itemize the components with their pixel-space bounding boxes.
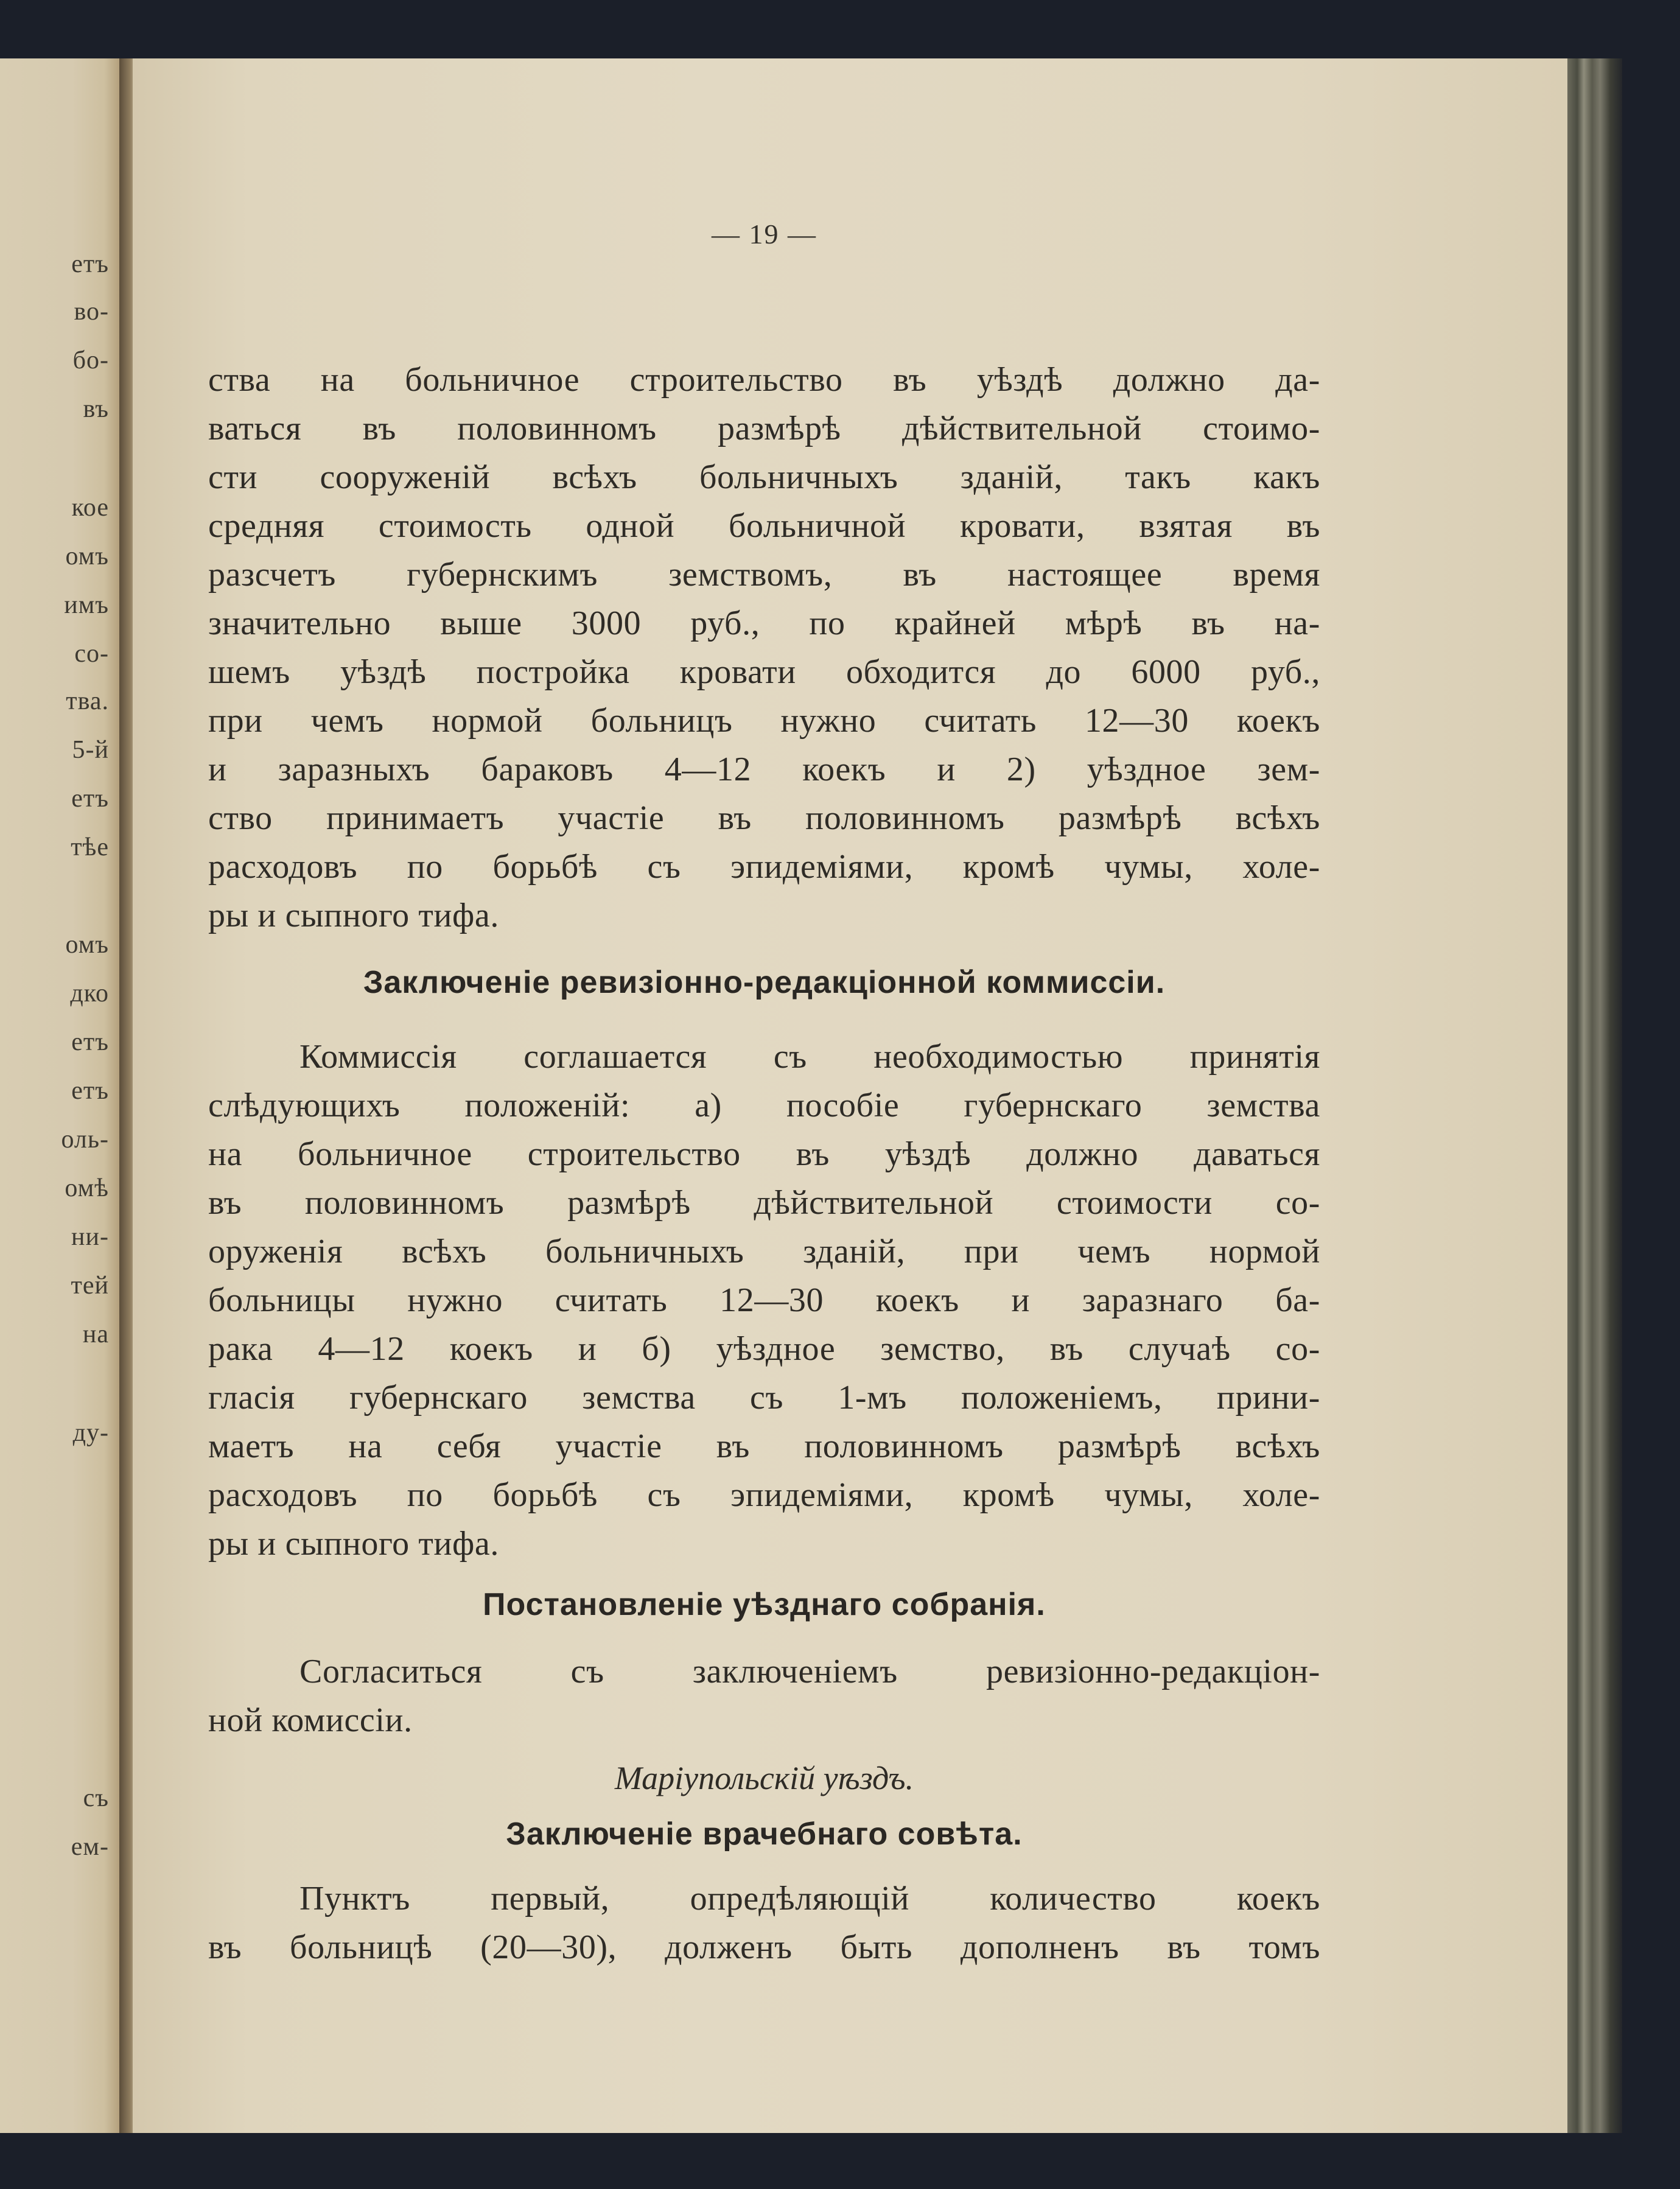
text-line: гласія губернскаго земства съ 1-мъ положеніемъ, прини- [208, 1379, 1320, 1417]
previous-page-text-fragment: етъ [71, 1028, 109, 1056]
page-stack-edge [1567, 58, 1622, 2133]
text-line: больницы нужно считать 12—30 коекъ и заразнаго ба- [208, 1281, 1320, 1319]
text-line: маетъ на себя участіе въ половинномъ размѣрѣ всѣхъ [208, 1427, 1320, 1465]
text-line: въ больницѣ (20—30), долженъ быть дополненъ въ томъ [208, 1928, 1320, 1966]
page-number: — 19 — [712, 219, 817, 250]
text-line: Согласиться съ заключеніемъ ревизіонно-редакціон- [299, 1653, 1320, 1690]
previous-page-text-fragment: тей [71, 1272, 109, 1300]
text-line: на больничное строительство въ уѣздѣ должно даваться [208, 1135, 1320, 1173]
section-heading: Заключеніе ревизіонно-редакціонной коммиссіи. [363, 965, 1166, 1000]
previous-page-text-fragment: оль- [61, 1126, 109, 1154]
previous-page-text-fragment: тва. [66, 687, 109, 715]
previous-page-text-fragment: етъ [71, 1077, 109, 1105]
text-line: расходовъ по борьбѣ съ эпидеміями, кромѣ чумы, холе- [208, 848, 1320, 886]
text-line: ры и сыпного тифа. [208, 1525, 499, 1563]
previous-page-text-fragment: омѣ [65, 1174, 109, 1202]
text-line: ваться въ половинномъ размѣрѣ дѣйствительной стоимо- [208, 410, 1320, 447]
previous-page-text-fragment: кое [71, 494, 109, 522]
text-line: въ половинномъ размѣрѣ дѣйствительной стоимости со- [208, 1184, 1320, 1222]
text-line: ство принимаетъ участіе въ половинномъ размѣрѣ всѣхъ [208, 799, 1320, 837]
text-line: ной комиссіи. [208, 1701, 413, 1739]
previous-page-text-fragment: бо- [72, 346, 109, 374]
text-line: значительно выше 3000 руб., по крайней мѣрѣ въ на- [208, 604, 1320, 642]
previous-page-text-fragment: со- [74, 640, 109, 668]
text-line: расходовъ по борьбѣ съ эпидеміями, кромѣ чумы, холе- [208, 1476, 1320, 1514]
previous-page-text-fragment: ем- [71, 1833, 109, 1861]
text-line: сти сооруженій всѣхъ больничныхъ зданій, такъ какъ [208, 458, 1320, 496]
text-line: и заразныхъ бараковъ 4—12 коекъ и 2) уѣздное зем- [208, 751, 1320, 788]
previous-page-text-fragment: ду- [72, 1419, 109, 1447]
text-line: рака 4—12 коекъ и б) уѣздное земство, въ случаѣ со- [208, 1330, 1320, 1368]
district-title: Маріупольскій уѣздъ. [614, 1760, 914, 1796]
text-line: Пунктъ первый, опредѣляющій количество коекъ [299, 1880, 1320, 1918]
text-line: оруженія всѣхъ больничныхъ зданій, при чемъ нормой [208, 1233, 1320, 1270]
book-page [133, 58, 1567, 2133]
previous-page-text-fragment: на [82, 1320, 109, 1348]
previous-page-text-fragment: съ [83, 1784, 109, 1812]
text-line: шемъ уѣздѣ постройка кровати обходится до 6000 руб., [208, 653, 1320, 691]
previous-page-text-fragment: ни- [71, 1223, 109, 1251]
previous-page-text-fragment: етъ [71, 250, 109, 278]
text-line: слѣдующихъ положеній: а) пособіе губернскаго земства [208, 1087, 1320, 1124]
text-line: ства на больничное строительство въ уѣздѣ должно да- [208, 361, 1320, 399]
section-heading: Постановленіе уѣзднаго собранія. [483, 1587, 1046, 1622]
previous-page-text-fragment: во- [74, 298, 109, 326]
section-heading: Заключеніе врачебнаго совѣта. [506, 1816, 1023, 1852]
previous-page-text-fragment: дко [70, 979, 109, 1007]
text-line: Коммиссія соглашается съ необходимостью принятія [299, 1038, 1320, 1076]
text-line: ры и сыпного тифа. [208, 897, 499, 934]
text-line: при чемъ нормой больницъ нужно считать 12—30 коекъ [208, 702, 1320, 740]
text-line: средняя стоимость одной больничной кровати, взятая въ [208, 507, 1320, 545]
previous-page-text-fragment: тѣе [71, 833, 109, 861]
previous-page-text-fragment: имъ [64, 591, 109, 619]
previous-page-text-fragment: въ [83, 395, 109, 423]
previous-page-text-fragment: омъ [65, 542, 109, 570]
previous-page-text-fragment: етъ [71, 785, 109, 813]
previous-page-text-fragment: 5-й [72, 736, 109, 764]
previous-page-edge [0, 58, 131, 2133]
previous-page-text-fragment: омъ [65, 931, 109, 959]
text-line: разсчетъ губернскимъ земствомъ, въ настоящее время [208, 556, 1320, 594]
